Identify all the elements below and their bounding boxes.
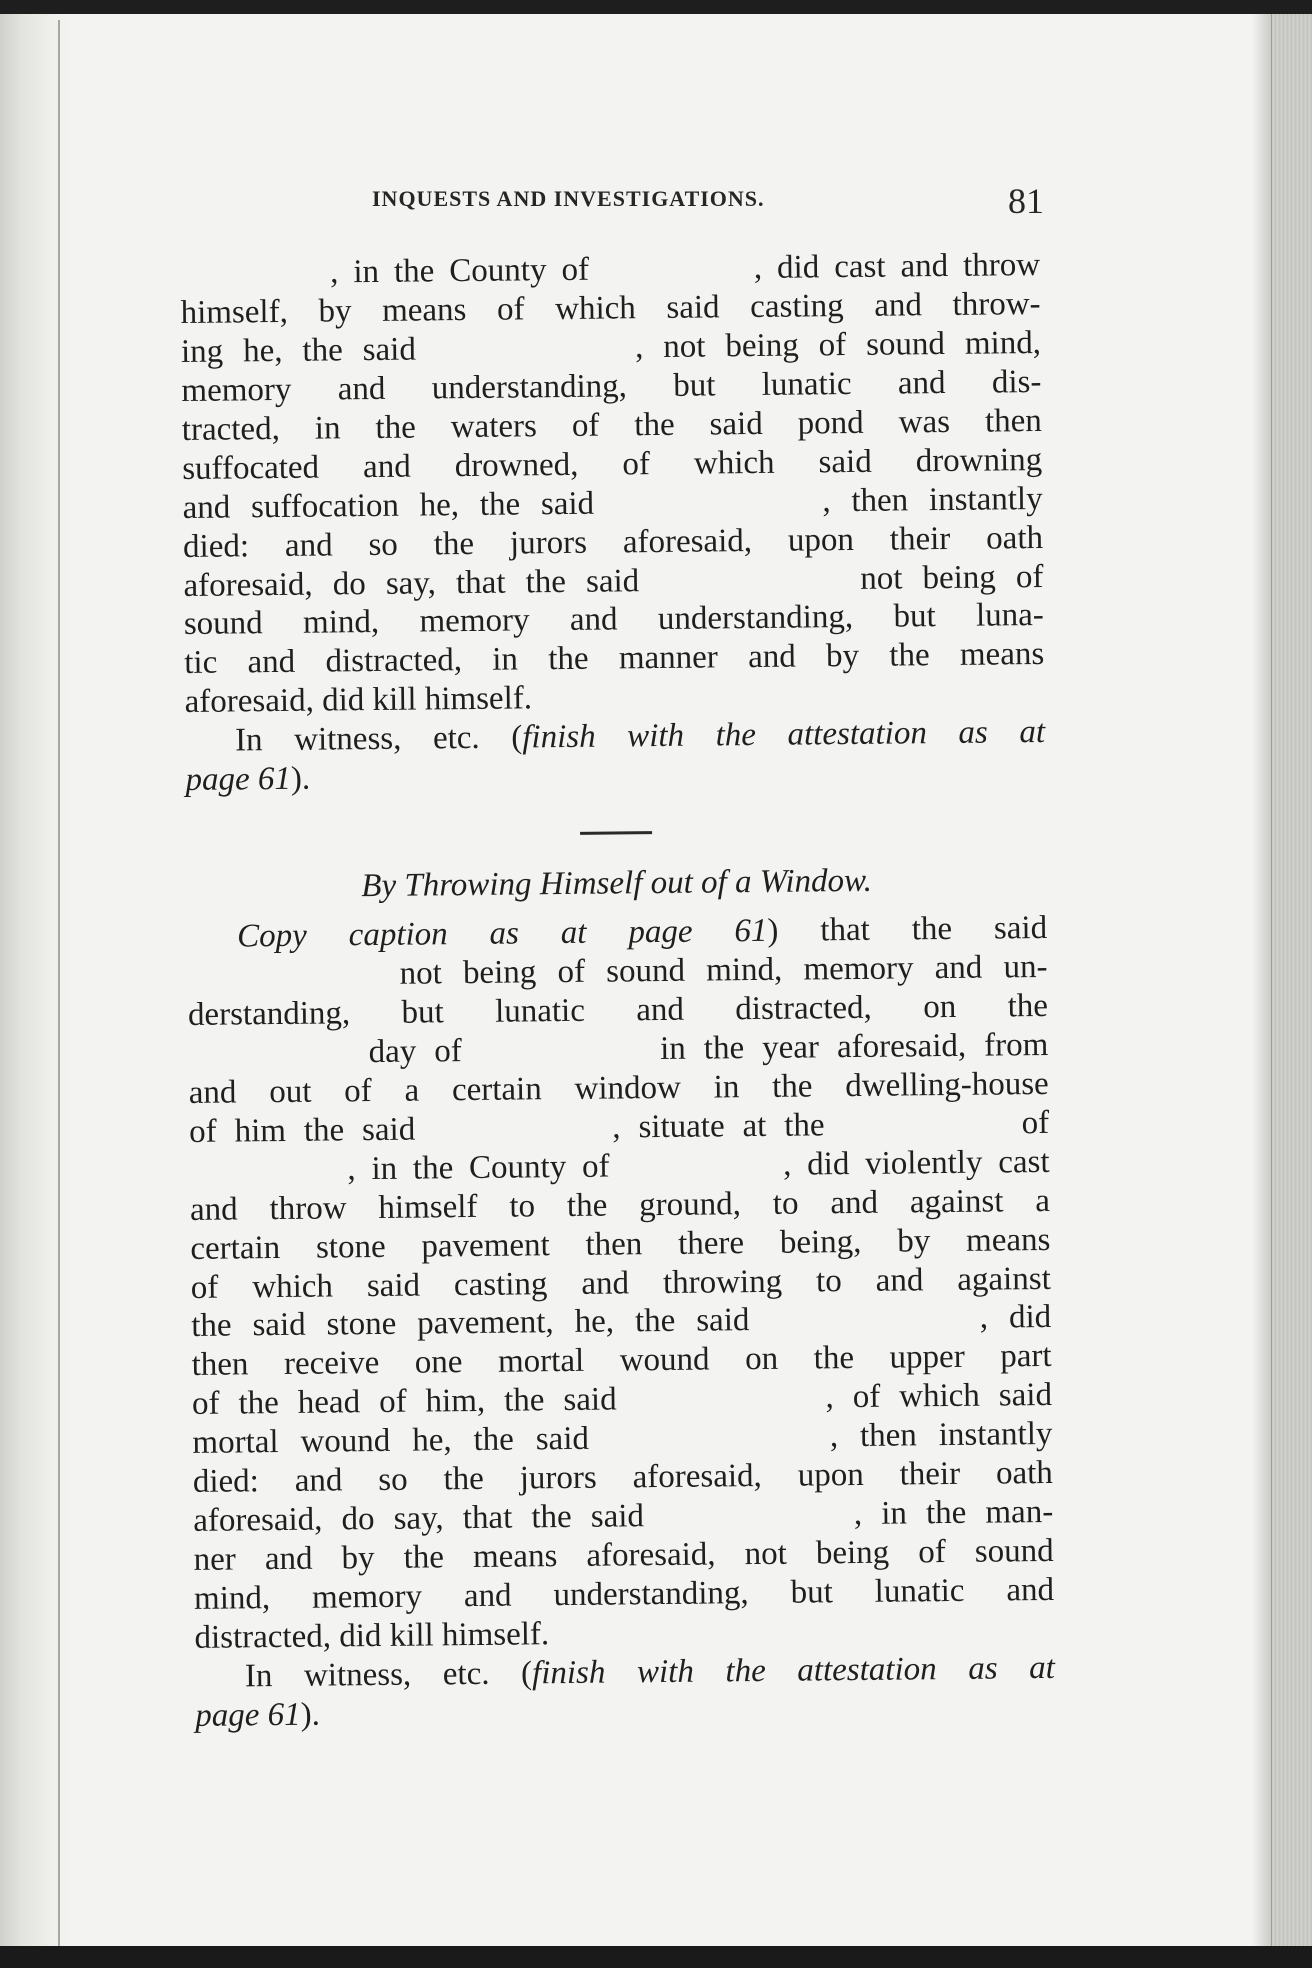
text-line: aforesaid, did kill himself. [184,680,533,721]
scan-border-bottom [0,1946,1312,1968]
text-line: suffocated and drowned, of which said drowning [182,441,1043,487]
text-line: the said stone pavement, he, the said , did [191,1299,1052,1345]
text-line: certain stone pavement then there being, by means [190,1221,1051,1267]
section-divider [580,831,652,835]
binding-fold [58,20,60,1950]
section-window [186,860,1055,1736]
witness-line: In witness, etc. (finish with the attestation as at [234,714,1046,759]
text-line: and suffocation he, the said , then instantly [182,480,1043,526]
text-line: then receive one mortal wound on the upper part [191,1338,1052,1384]
page-header [372,180,1044,230]
text-line: not being of sound mind, memory and un- [187,948,1048,994]
text-line: aforesaid, do say, that the said , in the man- [193,1494,1054,1540]
text-line: of the head of him, the said , of which said [191,1377,1053,1423]
text-line: mind, memory and understanding, but lunatic and [193,1571,1055,1617]
text-line: ner and by the means aforesaid, not being of sound [193,1532,1054,1578]
text-line: day of in the year aforesaid, from [188,1026,1049,1072]
text-line: of him the said , situate at the of [188,1104,1050,1150]
caption-line: Copy caption as at page 61) that the said [236,910,1048,955]
text-line: derstanding, but lunatic and distracted, on the [187,987,1049,1033]
section-heading: By Throwing Himself out of a Window. [361,862,873,905]
text-line: of which said casting and throwing to and against [190,1260,1051,1306]
text-line: tracted, in the waters of the said pond was then [181,402,1042,448]
witness-line-end: page 61). [185,760,311,799]
text-line: distracted, did kill himself. [194,1616,550,1656]
text-line: ing he, the said , not being of sound mind, [180,324,1042,370]
section-lunatic-drowning [180,246,1046,800]
running-head: INQUESTS AND INVESTIGATIONS. [372,186,765,211]
witness-line-end: page 61). [195,1696,321,1734]
text-line: mortal wound he, the said , then instantly [192,1416,1053,1462]
text-line: died: and so the jurors aforesaid, upon their oath [192,1455,1053,1501]
body-text [180,246,1055,1736]
text-line: and out of a certain window in the dwelling-house [188,1065,1049,1111]
page-edges [1271,14,1312,1954]
text-line: sound mind, memory and understanding, but luna- [183,597,1045,643]
page-number: 81 [1008,181,1044,221]
text-line: died: and so the jurors aforesaid, upon their oath [182,519,1044,565]
witness-line: In witness, etc. (finish with the attestation as at [244,1649,1056,1695]
text-line: tic and distracted, in the manner and by the means [184,636,1045,682]
text-line: aforesaid, do say, that the said not being of [183,558,1044,604]
text-line: himself, by means of which said casting and throw- [180,285,1041,331]
text-line: , in the County of , did violently cast [189,1143,1050,1189]
text-line: , in the County of , did cast and throw [180,246,1041,292]
text-line: memory and understanding, but lunatic and dis- [181,363,1042,409]
page-edge-shadow [1252,14,1272,1954]
text-line: and throw himself to the ground, to and against a [189,1182,1051,1228]
